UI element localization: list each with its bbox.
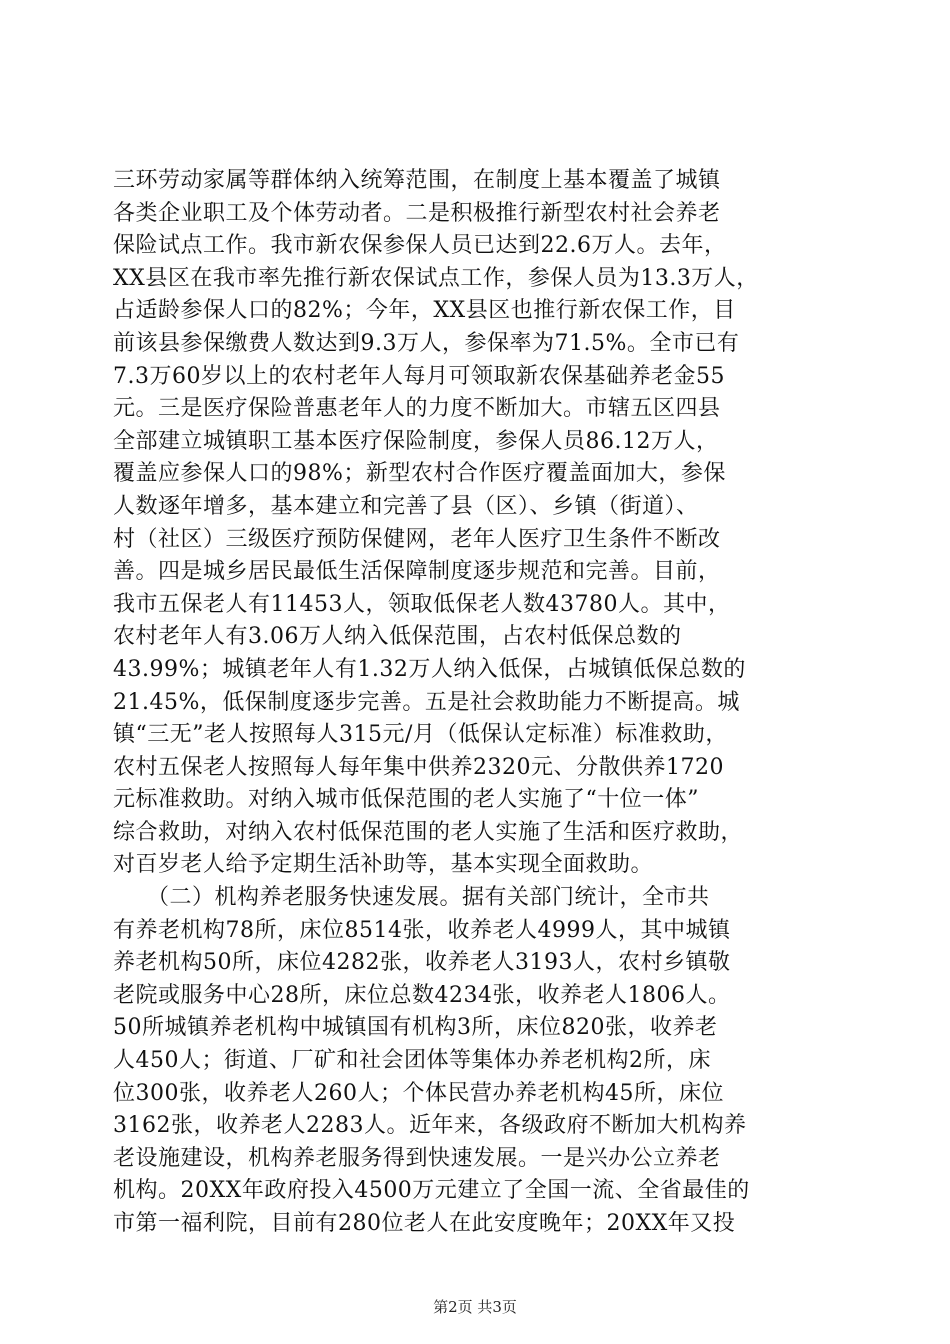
text-line: 市第一福利院，目前有280位老人在此安度晚年；20XX年又投 [113,1211,736,1236]
text-line: 占适龄参保人口的82%；今年，XX县区也推行新农保工作，目 [113,298,736,324]
text-line: 有养老机构78所，床位8514张，收养老人4999人，其中城镇 [113,917,731,943]
text-line: 人数逐年增多，基本建立和完善了县（区）、乡镇（街道）、 [113,493,699,519]
text-line: 21.45%，低保制度逐步完善。五是社会救助能力不断提高。城 [113,689,740,715]
text-line: 覆盖应参保人口的98%；新型农村合作医疗覆盖面加大，参保 [113,461,726,487]
text-line: XX县区在我市率先推行新农保试点工作，参保人员为13.3万人， [113,265,759,291]
document-body [113,165,843,1241]
text-line: 7.3万60岁以上的农村老年人每月可领取新农保基础养老金55 [113,363,725,389]
text-line: 元标准救助。对纳入城市低保范围的老人实施了“十位一体” [113,787,699,813]
text-line: 农村老年人有3.06万人纳入低保范围，占农村低保总数的 [113,624,682,650]
text-line: 50所城镇养老机构中城镇国有机构3所，床位820张，收养老 [113,1015,718,1041]
text-line: 我市五保老人有11453人，领取低保老人数43780人。其中， [113,591,731,617]
text-line: 前该县参保缴费人数达到9.3万人，参保率为71.5%。全市已有 [113,330,740,356]
text-line: 村（社区）三级医疗预防保健网，老年人医疗卫生条件不断改 [113,526,721,552]
text-line: 善。四是城乡居民最低生活保障制度逐步规范和完善。目前， [113,559,721,585]
text-line: 镇“三无”老人按照每人315元/月（低保认定标准）标准救助， [113,722,728,748]
text-line: 养老机构50所，床位4282张，收养老人3193人，农村乡镇敬 [113,950,731,976]
text-line: 老院或服务中心28所，床位总数4234张，收养老人1806人。 [113,982,731,1008]
text-line: 各类企业职工及个体劳动者。二是积极推行新型农村社会养老 [113,200,721,226]
text-line: 人450人；街道、厂矿和社会团体等集体办养老机构2所，床 [113,1048,711,1074]
text-line: 老设施建设，机构养老服务得到快速发展。一是兴办公立养老 [113,1145,721,1171]
text-line: 全部建立城镇职工基本医疗保险制度，参保人员86.12万人， [113,428,719,454]
page-footer: 第2页 共3页 [433,1298,517,1316]
text-line: （二）机构养老服务快速发展。据有关部门统计，全市共 [113,885,710,911]
text-line: 元。三是医疗保险普惠老年人的力度不断加大。市辖五区四县 [113,396,721,422]
text-line: 对百岁老人给予定期生活补助等，基本实现全面救助。 [113,852,654,878]
text-line: 43.99%；城镇老年人有1.32万人纳入低保，占城镇低保总数的 [113,656,746,682]
text-line: 保险试点工作。我市新农保参保人员已达到22.6万人。去年， [113,233,727,259]
text-line: 三环劳动家属等群体纳入统筹范围，在制度上基本覆盖了城镇 [113,168,721,193]
text-line: 机构。20XX年政府投入4500万元建立了全国一流、全省最佳的 [113,1178,750,1204]
text-line: 综合救助，对纳入农村低保范围的老人实施了生活和医疗救助， [113,819,744,845]
text-line: 位300张，收养老人260人；个体民营办养老机构45所，床位 [113,1080,724,1106]
text-line: 3162张，收养老人2283人。近年来，各级政府不断加大机构养 [113,1113,747,1139]
text-line: 农村五保老人按照每人每年集中供养2320元、分散供养1720 [113,754,724,780]
